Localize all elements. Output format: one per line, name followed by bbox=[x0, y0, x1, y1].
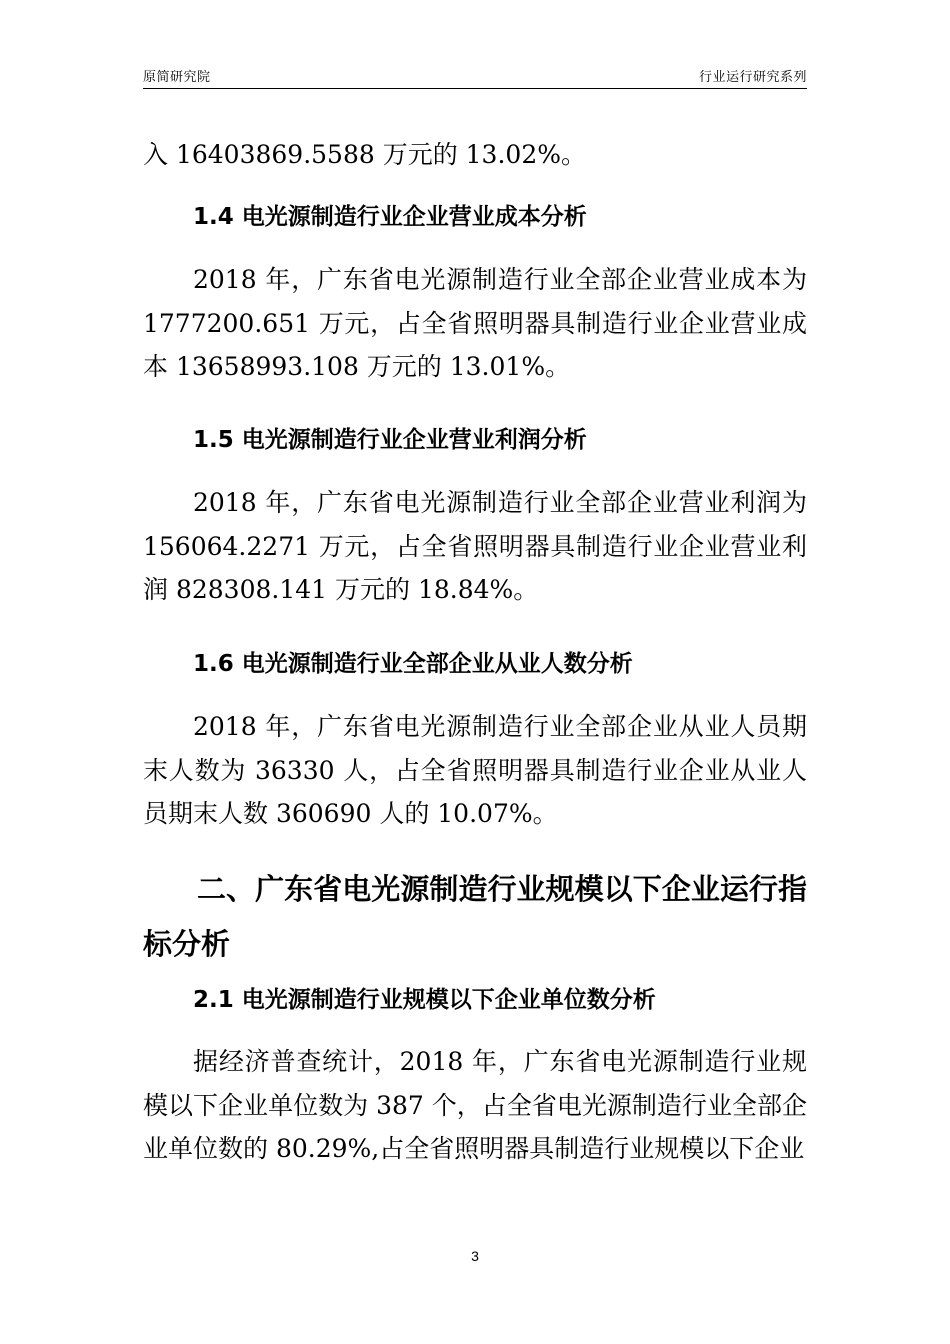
paragraph-continuation: 入 16403869.5588 万元的 13.02%。 bbox=[143, 140, 586, 169]
header-divider bbox=[143, 88, 807, 89]
header-org-name: 原简研究院 bbox=[143, 70, 211, 85]
page-number: 3 bbox=[471, 1248, 479, 1264]
paragraph-1-6: 2018 年，广东省电光源制造行业全部企业从业人员期末人数为 36330 人，占全省照明器具制造行业企业从业人员期末人数 360690 人的 10.07%。 bbox=[143, 712, 807, 828]
paragraph-1-4: 2018 年，广东省电光源制造行业全部企业营业成本为 1777200.651 万元，占全省照明器具制造行业企业营业成本 13658993.108 万元的 13.01%。 bbox=[143, 265, 807, 381]
heading-1-6: 1.6 电光源制造行业全部企业从业人数分析 bbox=[193, 651, 633, 677]
paragraph-2-1: 据经济普查统计，2018 年，广东省电光源制造行业规模以下企业单位数为 387 个，占全省电光源制造行业全部企业单位数的 80.29%,占全省照明器具制造行业规模以下企业 bbox=[143, 1047, 807, 1163]
header-series-title: 行业运行研究系列 bbox=[698, 70, 807, 85]
paragraph-1-5: 2018 年，广东省电光源制造行业全部企业营业利润为 156064.2271 万元，占全省照明器具制造行业企业营业利润 828308.141 万元的 18.84%。 bbox=[143, 488, 807, 604]
heading-section-2: 二、广东省电光源制造行业规模以下企业运行指标分析 bbox=[143, 872, 807, 961]
heading-1-4: 1.4 电光源制造行业企业营业成本分析 bbox=[193, 204, 587, 230]
heading-1-5: 1.5 电光源制造行业企业营业利润分析 bbox=[193, 427, 587, 453]
heading-2-1: 2.1 电光源制造行业规模以下企业单位数分析 bbox=[193, 987, 656, 1013]
